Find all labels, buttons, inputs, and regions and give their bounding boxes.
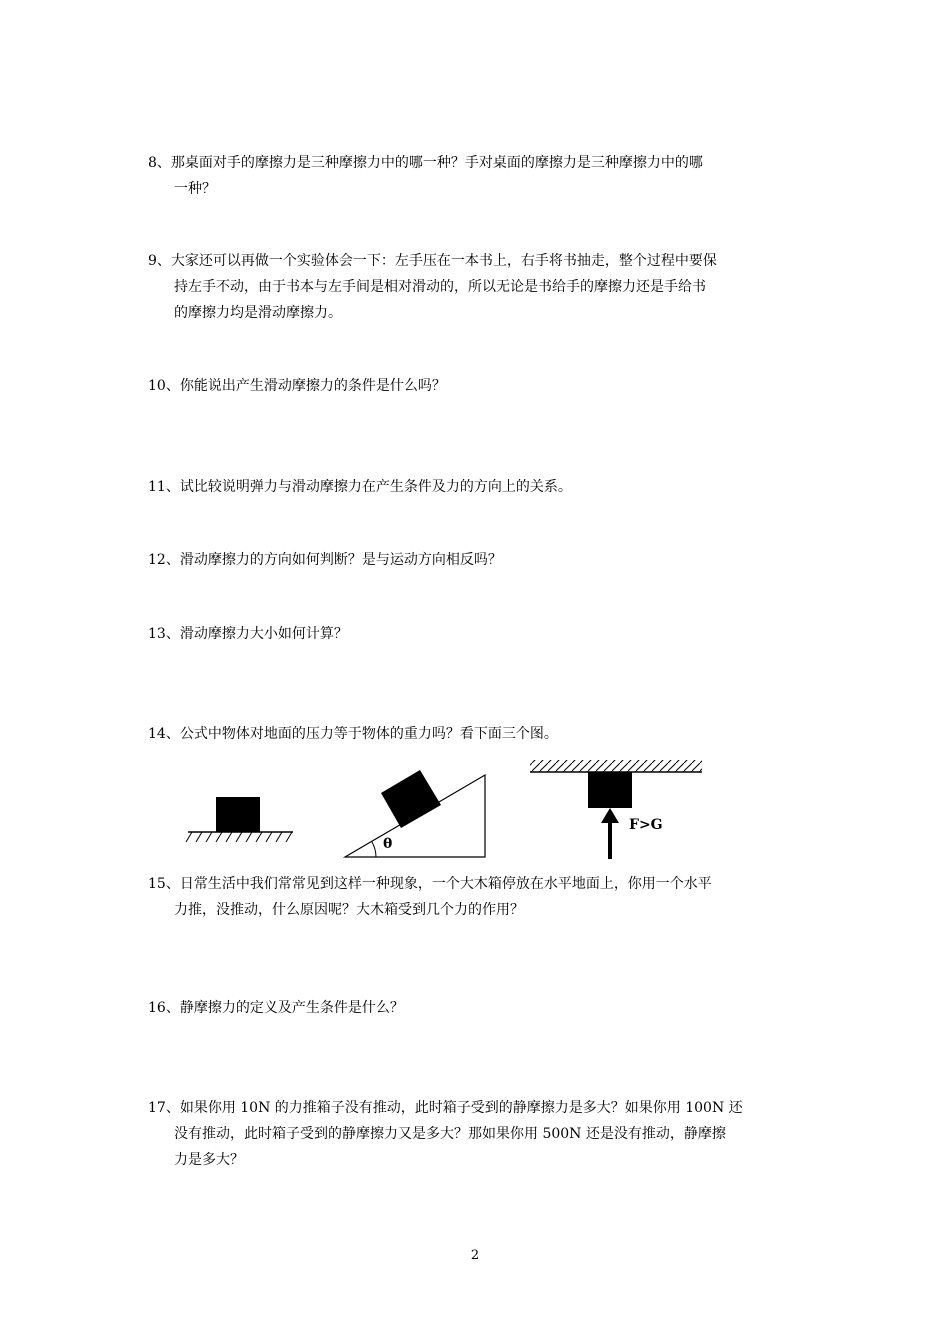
question-14-line-1: 14、公式中物体对地面的压力等于物体的重力吗？看下面三个图。 bbox=[148, 726, 558, 742]
ceiling-hatch bbox=[530, 760, 702, 772]
question-15-line-1: 15、日常生活中我们常常见到这样一种现象，一个大木箱停放在水平地面上，你用一个水平 bbox=[148, 876, 712, 892]
question-12-line-1: 12、滑动摩擦力的方向如何判断？是与运动方向相反吗？ bbox=[148, 552, 502, 568]
question-9-line-1: 9、大家还可以再做一个实验体会一下：左手压在一本书上，右手将书抽走，整个过程中要保 bbox=[148, 253, 717, 269]
question-9 bbox=[148, 248, 813, 326]
ground-hatch bbox=[186, 832, 292, 842]
question-16 bbox=[148, 995, 813, 1021]
question-8-line-2: 一种？ bbox=[174, 181, 216, 197]
question-8-line-1: 8、那桌面对手的摩擦力是三种摩擦力中的哪一种？手对桌面的摩擦力是三种摩擦力中的哪 bbox=[148, 155, 703, 171]
question-13 bbox=[148, 621, 813, 647]
figure-block-on-ground bbox=[186, 797, 293, 842]
question-15 bbox=[148, 871, 813, 923]
force-arrow-head bbox=[601, 808, 619, 823]
question-9-line-2: 持左手不动，由于书本与左手间是相对滑动的，所以无论是书给手的摩擦力还是手给书 bbox=[174, 279, 706, 295]
force-label: F>G bbox=[629, 817, 663, 833]
question-11-line-1: 11、试比较说明弹力与滑动摩擦力在产生条件及力的方向上的关系。 bbox=[148, 479, 572, 495]
question-16-line-1: 16、静摩擦力的定义及产生条件是什么？ bbox=[148, 1000, 404, 1016]
question-9-line-3: 的摩擦力均是滑动摩擦力。 bbox=[174, 305, 342, 321]
question-17-line-3: 力是多大？ bbox=[174, 1152, 244, 1168]
question-17-line-1: 17、如果你用 10N 的力推箱子没有推动，此时箱子受到的静摩擦力是多大？如果你用 100N 还 bbox=[148, 1100, 743, 1116]
question-17-line-2: 没有推动，此时箱子受到的静摩擦力又是多大？那如果你用 500N 还是没有推动，静摩擦 bbox=[174, 1126, 726, 1142]
block-3 bbox=[588, 772, 632, 808]
question-8 bbox=[148, 150, 813, 202]
question-12 bbox=[148, 547, 813, 573]
page-number: 2 bbox=[470, 1248, 480, 1263]
question-11 bbox=[148, 474, 813, 500]
angle-label: θ bbox=[383, 836, 393, 852]
figure-block-on-ceiling bbox=[530, 760, 702, 859]
question-10 bbox=[148, 373, 813, 399]
question-15-line-2: 力推，没推动，什么原因呢？大木箱受到几个力的作用？ bbox=[174, 902, 524, 918]
friction-figures-svg bbox=[180, 755, 720, 865]
question-10-line-1: 10、你能说出产生滑动摩擦力的条件是什么吗？ bbox=[148, 378, 446, 394]
question-17 bbox=[148, 1095, 813, 1173]
figure-block-on-incline bbox=[345, 770, 485, 857]
friction-figures bbox=[180, 755, 720, 865]
question-13-line-1: 13、滑动摩擦力大小如何计算？ bbox=[148, 626, 348, 642]
block-1 bbox=[216, 797, 260, 832]
question-14 bbox=[148, 721, 813, 747]
